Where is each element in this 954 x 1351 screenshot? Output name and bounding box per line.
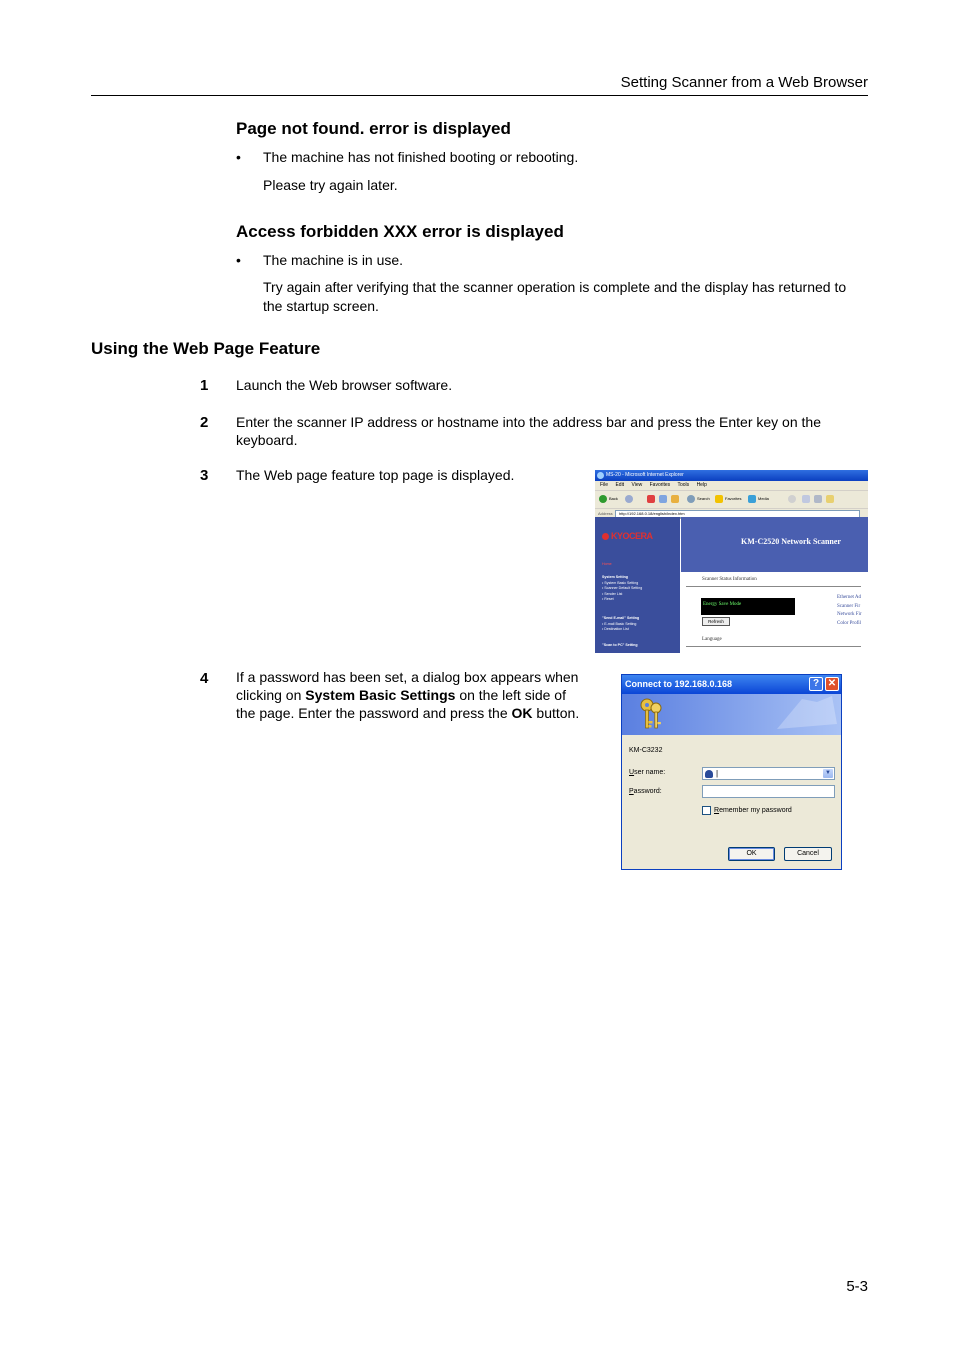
dialog-banner <box>622 694 841 735</box>
bullet: • <box>236 252 241 268</box>
browser-screenshot <box>595 470 868 653</box>
media-icon[interactable] <box>748 495 756 503</box>
link-ethernet[interactable]: Ethernet Ad <box>837 595 862 600</box>
refresh-button[interactable]: Refresh <box>702 617 730 626</box>
browser-title: MS-20 - Microsoft Internet Explorer <box>606 472 684 478</box>
ie-icon <box>597 472 604 479</box>
web-banner <box>681 517 868 570</box>
status-rule <box>686 586 861 587</box>
password-label <box>629 788 662 795</box>
link-color-profile[interactable]: Color Profil <box>837 620 862 626</box>
nav-scanner-default-setting[interactable]: • Scanner Default Setting <box>602 586 643 590</box>
refresh-icon[interactable] <box>659 495 667 503</box>
step-4-text-post: button. <box>532 705 580 721</box>
address-label: Address <box>598 511 613 516</box>
nav-email-basic-setting[interactable]: • E-mail Basic Setting <box>602 621 637 626</box>
cancel-button[interactable]: Cancel <box>784 847 832 861</box>
step-number-1: 1 <box>200 377 209 394</box>
username-input[interactable] <box>702 767 835 780</box>
print-icon[interactable] <box>814 495 822 503</box>
heading-page-not-found: Page not found. error is displayed <box>236 119 511 138</box>
help-icon[interactable]: ? <box>809 677 823 691</box>
remember-password-checkbox[interactable] <box>702 806 711 815</box>
nav-send-email-setting: "Send E-mail" Setting <box>602 616 640 620</box>
step-number-4: 4 <box>200 670 209 687</box>
username-value: | <box>716 769 719 778</box>
step-4-text-pre: clicking on <box>236 687 306 703</box>
menu-tools[interactable]: Tools <box>677 482 690 488</box>
bullet: • <box>236 149 241 165</box>
status-heading: Scanner Status Information <box>702 577 757 582</box>
system-basic-settings-emphasis: System Basic Settings <box>305 687 456 703</box>
menu-edit[interactable]: Edit <box>615 482 625 488</box>
heading-web-page-feature: Using the Web Page Feature <box>91 339 321 358</box>
heading-access-forbidden: Access forbidden XXX error is displayed <box>236 222 564 241</box>
search-icon[interactable] <box>687 495 695 503</box>
close-icon[interactable]: ✕ <box>825 677 839 691</box>
dialog-realm: KM-C3232 <box>629 747 663 754</box>
history-icon[interactable] <box>788 495 796 503</box>
text-not-finished-booting: The machine has not finished booting or rebooting. <box>263 149 579 165</box>
text-try-again-verify: Try again after verifying that the scanner operation is complete and the display has returned to <box>263 279 847 295</box>
nav-scan-to-pc-setting: "Scan to PC" Setting <box>602 643 638 647</box>
username-label-rest: ser name: <box>634 769 666 776</box>
step-4-text: If a password has been set, a dialog box appears when <box>236 669 579 685</box>
dialog-title: Connect to 192.168.0.168 <box>625 679 733 689</box>
kyocera-logo <box>602 531 653 541</box>
ok-button[interactable]: OK <box>728 847 775 861</box>
language-rule <box>686 646 861 647</box>
nav-reset[interactable]: • Reset <box>602 597 614 601</box>
user-icon <box>705 770 713 778</box>
step-4-text-post: on the left side of <box>455 687 566 703</box>
step-2-text: Enter the scanner IP address or hostname into the address bar and press the Enter key on the <box>236 414 821 430</box>
folder-icon[interactable] <box>826 495 834 503</box>
back-label: Back <box>609 496 618 501</box>
step-4-text-line3 <box>236 704 579 723</box>
web-sidebar <box>595 517 680 653</box>
forward-icon[interactable] <box>625 495 633 503</box>
web-page <box>595 517 868 653</box>
running-header: Setting Scanner from a Web Browser <box>620 74 868 91</box>
step-4-text-pre: the page. Enter the password and press the <box>236 705 512 721</box>
mail-icon[interactable] <box>802 495 810 503</box>
energy-save-display: Energy Save Mode <box>701 598 795 615</box>
menu-favorites[interactable]: Favorites <box>649 482 671 488</box>
menu-file[interactable]: File <box>600 482 609 488</box>
address-input[interactable]: http://192.168.0.18/english/index.htm <box>615 510 860 518</box>
step-1-text: Launch the Web browser software. <box>236 377 453 393</box>
web-content <box>681 570 868 653</box>
link-scanner-firmware[interactable]: Scanner Fir <box>837 603 861 609</box>
chevron-down-icon[interactable]: ▼ <box>823 769 833 778</box>
browser-title-bar <box>595 470 868 481</box>
nav-system-setting: System Setting <box>602 575 628 579</box>
header-rule <box>91 95 868 96</box>
ok-emphasis: OK <box>511 705 533 721</box>
step-number-2: 2 <box>200 414 209 431</box>
favorites-icon[interactable] <box>715 495 723 503</box>
nav-sender-list[interactable]: • Sender List <box>602 591 623 596</box>
favorites-label: Favorites <box>725 496 742 501</box>
password-input[interactable] <box>702 785 835 798</box>
home-icon[interactable] <box>671 495 679 503</box>
page-number: 5-3 <box>846 1278 868 1295</box>
keys-icon <box>638 697 664 731</box>
remember-label-accelerator: R <box>714 807 720 814</box>
text-machine-in-use: The machine is in use. <box>263 252 404 268</box>
text-startup-screen: the startup screen. <box>263 298 379 314</box>
password-label-rest: assword: <box>633 788 662 795</box>
password-label-accelerator: P <box>629 788 634 795</box>
menu-help[interactable]: Help <box>696 482 707 488</box>
username-label <box>629 769 665 776</box>
nav-system-basic-setting[interactable]: • System Basic Setting <box>602 580 639 585</box>
step-2-text-cont: keyboard. <box>236 432 298 448</box>
scanner-model-title: KM-C2520 Network Scanner <box>741 537 841 546</box>
kyocera-mark-icon <box>602 533 609 540</box>
browser-toolbar <box>595 491 868 509</box>
remember-label-rest: emember my password <box>719 807 792 814</box>
text-try-again-later: Please try again later. <box>263 177 398 193</box>
step-3-text: The Web page feature top page is displayed. <box>236 467 515 483</box>
link-network-firmware[interactable]: Network Fir <box>837 612 862 617</box>
username-label-accelerator: U <box>629 769 635 776</box>
back-icon[interactable] <box>599 495 607 503</box>
step-4-text-line2 <box>236 686 566 705</box>
login-dialog-screenshot <box>621 674 842 870</box>
kyocera-logo-text: KYOCERA <box>611 531 653 541</box>
media-label: Media <box>758 496 769 501</box>
remember-password-label <box>714 807 792 814</box>
menu-view[interactable]: View <box>631 482 643 488</box>
browser-menu-bar <box>595 481 868 491</box>
dialog-title-bar <box>622 675 841 694</box>
nav-destination-list[interactable]: • Destination List <box>602 627 629 631</box>
nav-home[interactable]: Home <box>602 562 612 566</box>
banner-watermark-icon <box>772 694 841 735</box>
step-number-3: 3 <box>200 467 209 484</box>
language-label: Language <box>702 637 722 642</box>
search-label: Search <box>697 496 710 501</box>
stop-icon[interactable] <box>647 495 655 503</box>
